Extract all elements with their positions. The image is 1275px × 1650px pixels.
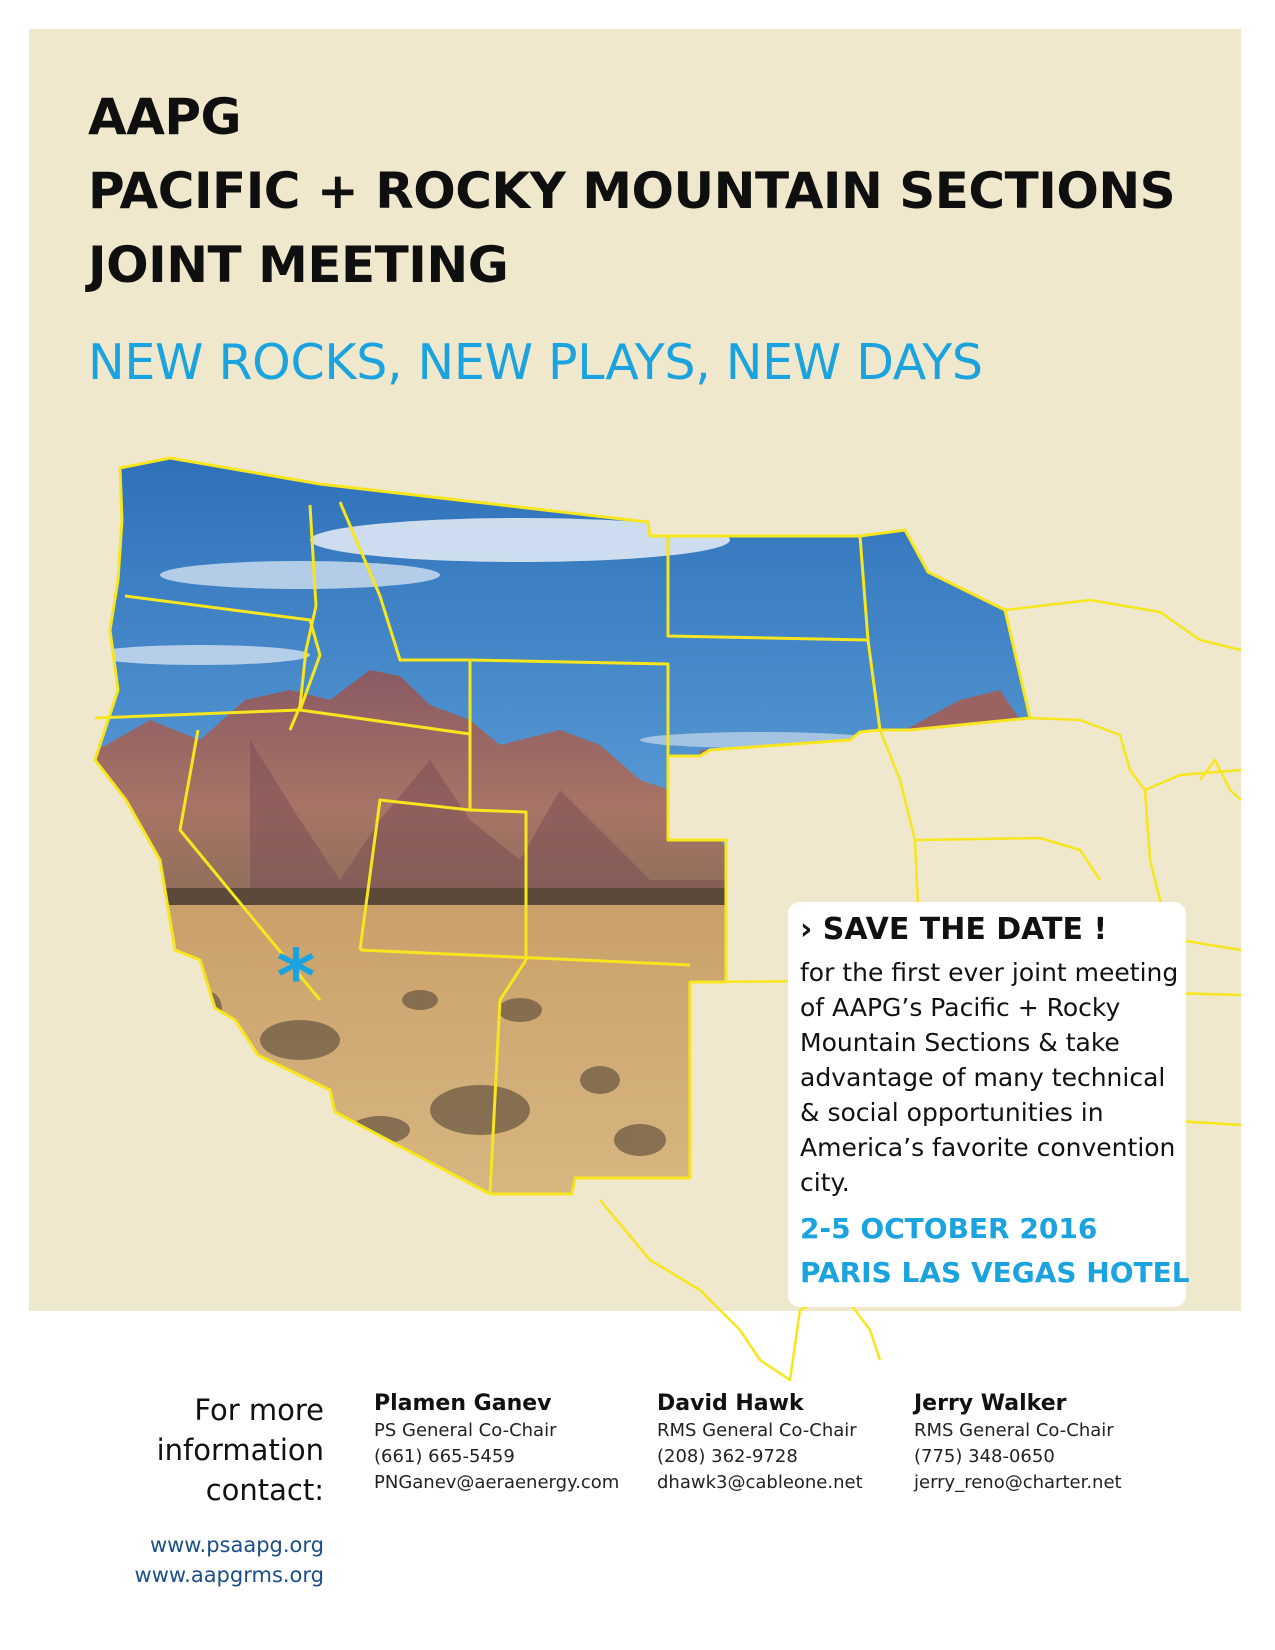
- title-line-1: AAPG: [88, 88, 242, 146]
- event-date: 2-5 OCTOBER 2016: [800, 1212, 1098, 1245]
- contact-label-line: contact:: [205, 1473, 324, 1507]
- save-the-date-heading: › SAVE THE DATE !: [800, 912, 1108, 947]
- tagline: NEW ROCKS, NEW PLAYS, NEW DAYS: [88, 334, 983, 391]
- contact-label-line: information: [156, 1433, 324, 1467]
- event-venue: PARIS LAS VEGAS HOTEL: [800, 1256, 1190, 1289]
- contact-phone: (208) 362-9728: [657, 1446, 798, 1467]
- contact-role: RMS General Co-Chair: [914, 1420, 1114, 1441]
- contact-role: RMS General Co-Chair: [657, 1420, 857, 1441]
- contact-phone: (661) 665-5459: [374, 1446, 515, 1467]
- contact-label-line: For more: [194, 1393, 324, 1427]
- contact-name: Jerry Walker: [914, 1391, 1067, 1416]
- website-link-psaapg[interactable]: www.psaapg.org: [149, 1533, 324, 1557]
- title-line-2: PACIFIC + ROCKY MOUNTAIN SECTIONS: [88, 162, 1176, 220]
- contact-email[interactable]: PNGanev@aeraenergy.com: [374, 1472, 620, 1493]
- save-the-date-body: for the first ever joint meeting of AAPG’s Pacific + Rocky Mountain Sections & take advantage of many technical & social opportunities in America’s favorite convention city.: [800, 958, 1179, 1197]
- contact-email[interactable]: dhawk3@cableone.net: [657, 1472, 863, 1493]
- contact-card-ganev: [374, 1390, 624, 1496]
- contact-name: David Hawk: [657, 1391, 804, 1416]
- title-line-3: JOINT MEETING: [88, 236, 509, 294]
- contact-card-walker: [914, 1390, 1164, 1496]
- contact-email[interactable]: jerry_reno@charter.net: [914, 1472, 1122, 1493]
- contact-role: PS General Co-Chair: [374, 1420, 557, 1441]
- contact-name: Plamen Ganev: [374, 1391, 552, 1416]
- asterisk-icon: *: [276, 934, 316, 1020]
- website-link-aapgrms[interactable]: www.aapgrms.org: [134, 1563, 324, 1587]
- website-links: [100, 1530, 324, 1590]
- contact-card-hawk: [657, 1390, 907, 1496]
- contact-label: [100, 1390, 324, 1510]
- contact-phone: (775) 348-0650: [914, 1446, 1055, 1467]
